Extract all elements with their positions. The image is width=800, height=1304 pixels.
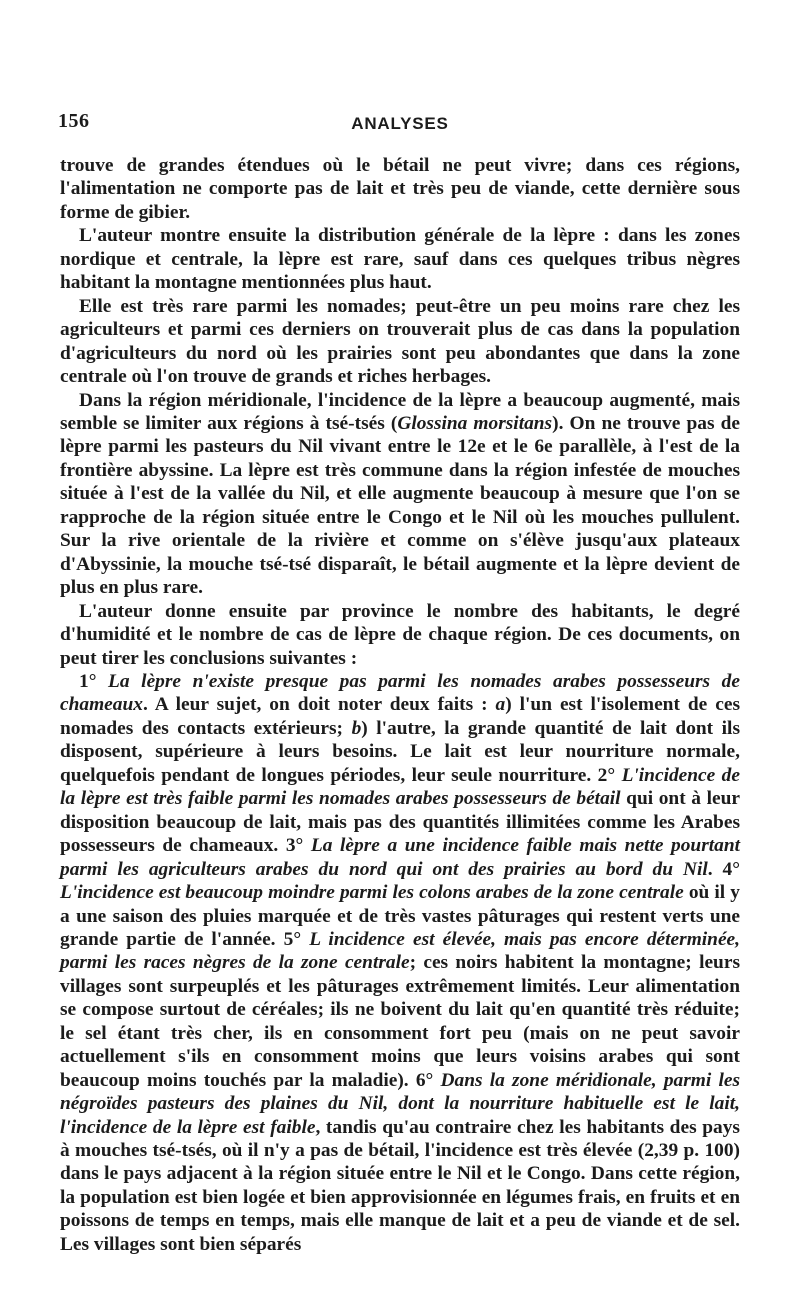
body-text <box>60 154 740 1256</box>
italic-run: La lèpre a une incidence faible mais nette pourtant parmi les agriculteurs arabes du nord qui ont des prairies au bord du Nil <box>60 835 741 880</box>
paragraph <box>60 670 740 1256</box>
text-run: qui ont à leur disposition beaucoup de lait, mais pas des quantités illimitées comme les Arabes possesseurs de chameaux. 3° <box>60 788 740 857</box>
text-run: Dans la région méridionale, l'incidence de la lèpre a beaucoup augmenté, mais semble se limiter aux régions à tsé-tsés ( <box>60 389 740 434</box>
paragraph <box>60 154 740 224</box>
text-run: . A leur sujet, on doit noter deux faits : <box>142 694 496 716</box>
text-run: trouve de grandes étendues où le bétail ne peut vivre; dans ces régions, l'alimentation ne comporte pas de lait et très peu de viande, cette dernière sous forme de gibier. <box>60 155 740 223</box>
text-run: ; ces noirs habitent la montagne; leurs villages sont surpeuplés et les pâturages extrêmement limités. Leur alimentation se compose surtout de céréales; ils ne boivent du lait qu'en quantité très réduite; le sel étant très cher, ils en consomment fort peu (mais on ne peut savoir actuellement s'ils en consomment moins que leurs voisins arabes qui sont beaucoup moins touchés par la maladie). 6° <box>60 952 740 1091</box>
text-run: ). On ne trouve pas de lèpre parmi les pasteurs du Nil vivant entre le 12e et le 6e parallèle, à l'est de la frontière abyssine. La lèpre est très commune dans la région infestée de mouches située à l'est de la vallée du Nil, et elle augmente beaucoup à mesure que l'on se rapproche de la région située entre le Congo et le Nil où les mouches pullulent. Sur la rive orientale de la rivière et comme on s'élève jusqu'aux plateaux d'Abyssinie, la mouche tsé-tsé disparaît, le bétail augmente et la lèpre devient de plus en plus rare. <box>60 412 740 599</box>
text-run: L'auteur donne ensuite par province le nombre des habitants, le degré d'humidité et le nombre de cas de lèpre de chaque région. De ces documents, on peut tirer les conclusions suivantes : <box>60 600 740 669</box>
text-run: 1° <box>79 670 109 692</box>
running-title: ANALYSES <box>351 114 449 133</box>
page-number: 156 <box>58 110 90 132</box>
italic-run: La lèpre n'existe presque pas parmi les nomades arabes possesseurs de chameaux <box>60 670 740 716</box>
text-run: . 4° <box>707 858 740 880</box>
italic-run: L incidence est élevée, mais pas encore déterminée, parmi les races nègres de la zone centrale <box>60 928 741 974</box>
text-run: où il y a une saison des pluies marquée et de très vastes pâturages qui restent verts une grande partie de l'année. 5° <box>60 882 740 950</box>
text-run: Elle est très rare parmi les nomades; peut-être un peu moins rare chez les agriculteurs et parmi ces derniers on trouverait plus de cas dans la population d'agriculteurs du nord où les prairies sont peu abondantes que dans la zone centrale où l'on trouve de grands et riches herbages. <box>60 295 740 388</box>
paragraph <box>60 224 740 294</box>
italic-run: L'incidence de la lèpre est très faible parmi les nomades arabes possesseurs de bétail <box>60 764 740 810</box>
italic-run: Glossina morsitans <box>397 412 553 434</box>
text-run: L'auteur montre ensuite la distribution générale de la lèpre : dans les zones nordique et centrale, la lèpre est rare, sauf dans ces quelques tribus nègres habitant la montagne mentionnées plus haut. <box>60 225 740 294</box>
text-run: ) l'autre, la grande quantité de lait dont ils disposent, supérieure à leurs besoins. Le lait est leur nourriture normale, quelquefois pendant de longues périodes, leur seule nourriture. 2° <box>60 717 740 786</box>
italic-run: Dans la zone méridionale, parmi les négroïdes pasteurs des plaines du Nil, dont la nourriture habituelle est le lait, l'incidence de la lèpre est faible <box>60 1069 740 1138</box>
paragraph <box>60 295 740 389</box>
italic-run: a <box>495 694 506 716</box>
italic-run: L'incidence est beaucoup moindre parmi les colons arabes de la zone centrale <box>60 882 684 904</box>
italic-run: b <box>351 717 362 739</box>
text-run: ) l'un est l'isolement de ces nomades des contacts extérieurs; <box>60 694 740 739</box>
paragraph <box>60 600 740 670</box>
text-run: , tandis qu'au contraire chez les habitants des pays à mouches tsé-tsés, où il n'y a pas de bétail, l'incidence est très élevée (2,39 p. 100) dans le pays adjacent à la région située entre le Nil et le Congo. Dans cette région, la population est bien logée et bien approvisionnée en légumes frais, en fruits et en poissons de temps en temps, mais elle manque de lait et a peu de viande et de sel. Les villages sont bien séparés <box>60 1116 740 1255</box>
paragraph <box>60 389 740 600</box>
